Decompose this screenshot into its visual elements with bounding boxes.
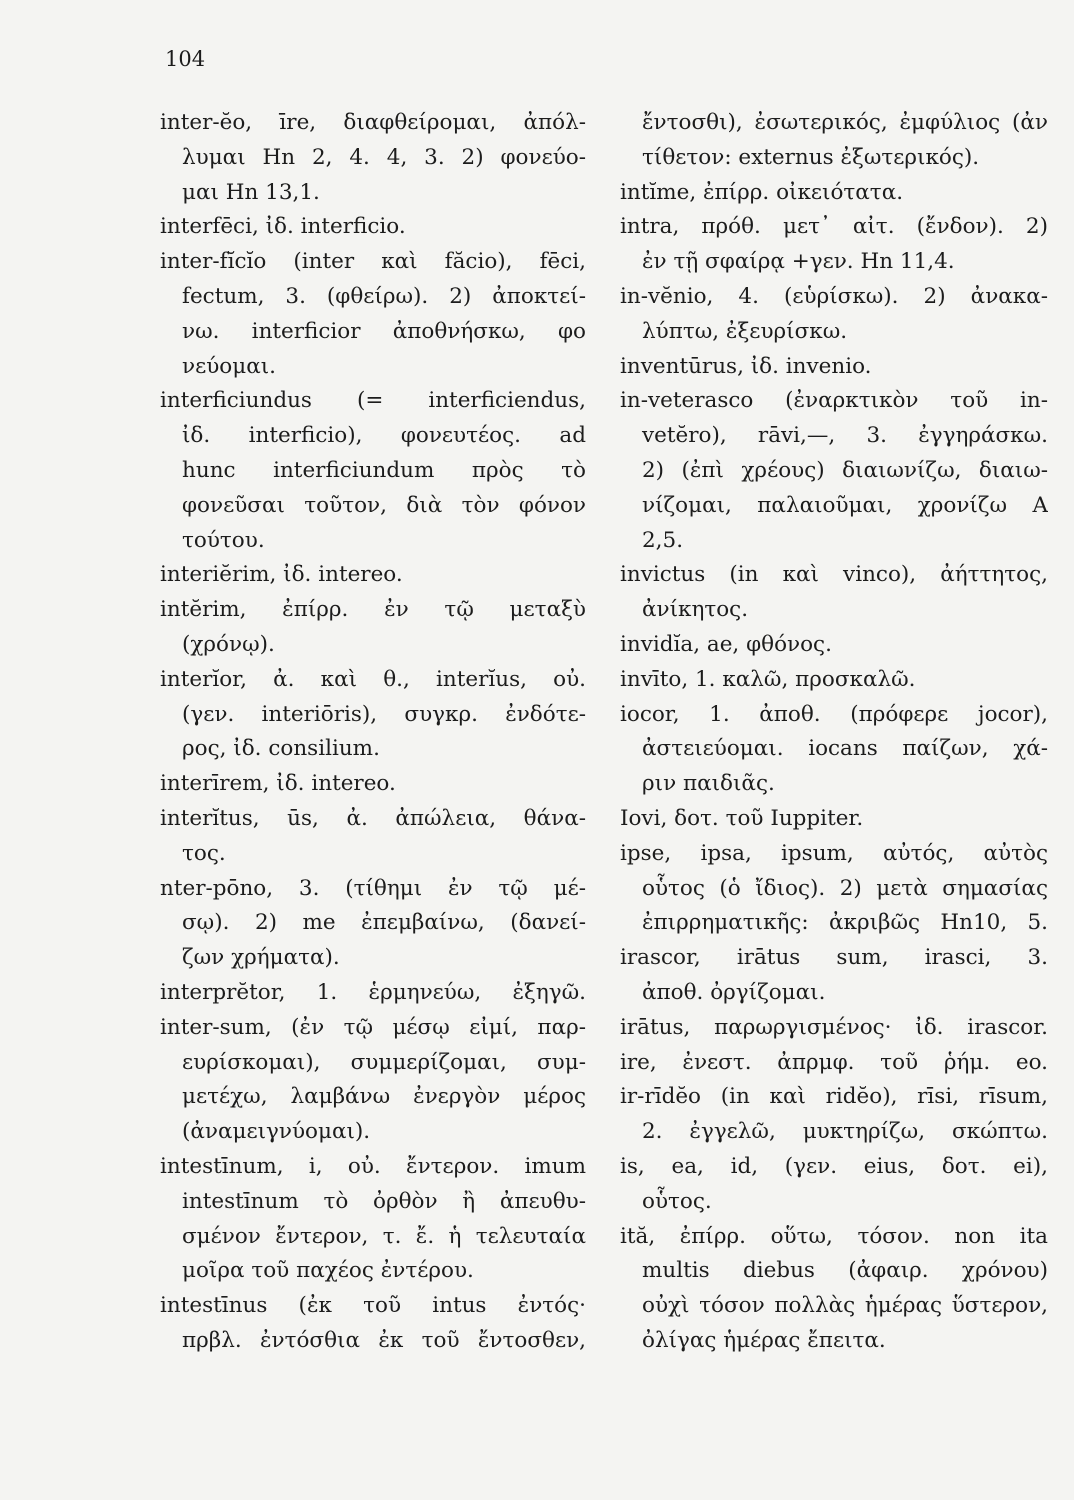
text-line: fectum, 3. (φθείρω). 2) ἀποκτεί- — [182, 283, 586, 309]
text-line: μετέχω, λαμβάνω ἐνεργὸν μέρος — [182, 1084, 586, 1110]
text-line: interĭtus, ūs, ἀ. ἀπώλεια, θάνα- — [160, 805, 586, 831]
text-line: 2,5. — [642, 527, 684, 553]
text-line: τος. — [182, 840, 226, 866]
text-line: inter-fĭcĭo (inter καὶ făcio), fēci, — [160, 249, 586, 275]
text-line: ἀστειεύομαι. iocans παίζων, χά- — [642, 736, 1048, 762]
left-column — [160, 106, 586, 1359]
text-line: νίζομαι, παλαιοῦμαι, χρονίζω A — [642, 492, 1048, 518]
text-line: ire, ἐνεστ. ἀπρμφ. τοῦ ῥήμ. eo. — [620, 1049, 1048, 1075]
text-line: interfēci, ἰδ. interficio. — [160, 214, 406, 240]
text-line: τίθετον: externus ἐξωτερικός). — [642, 144, 980, 170]
text-line: is, ea, id, (γεν. eius, δοτ. ei), — [620, 1153, 1048, 1179]
text-line: ἰδ. interficio), φονευτέος. ad — [182, 423, 586, 449]
text-line: ὀλίγας ἡμέρας ἔπειτα. — [642, 1327, 886, 1353]
text-line: οὐχὶ τόσον πολλὰς ἡμέρας ὕστερον, — [642, 1293, 1048, 1319]
text-line: ἀποθ. ὀργίζομαι. — [642, 979, 826, 1005]
text-line: λύπτω, ἐξευρίσκω. — [642, 318, 848, 344]
text-line: ρος, ἰδ. consilium. — [182, 736, 380, 762]
text-line: irātus, παρωργισμένος· ἰδ. irascor. — [620, 1014, 1048, 1040]
text-line: inter-sum, (ἐν τῷ μέσῳ εἰμί, παρ- — [160, 1014, 586, 1040]
text-line: irascor, irātus sum, irasci, 3. — [620, 945, 1048, 971]
text-line: interprĕtor, 1. ἑρμηνεύω, ἐξηγῶ. — [160, 979, 586, 1005]
text-line: (ἀναμειγνύομαι). — [182, 1119, 371, 1145]
text-line: nter-pōno, 3. (τίθημι ἐν τῷ μέ- — [160, 875, 586, 901]
text-line: (γεν. interiōris), συγκρ. ἐνδότε- — [182, 701, 586, 727]
text-line: ριν παιδιᾶς. — [642, 771, 775, 797]
text-line: ἀνίκητος. — [642, 597, 749, 623]
text-line: πρβλ. ἐντόσθια ἐκ τοῦ ἔντοσθεν, — [182, 1327, 586, 1353]
text-line: vetĕro), rāvi,—, 3. ἐγγηράσκω. — [642, 423, 1048, 449]
text-line: intestīnum τὸ ὀρθὸν ἢ ἀπευθυ- — [182, 1188, 586, 1214]
text-line: interficiundus (= interficiendus, — [160, 388, 586, 414]
text-line: in-veterasco (ἐναρκτικὸν τοῦ in- — [620, 388, 1048, 414]
text-line: Iovi, δοτ. τοῦ Iuppiter. — [620, 805, 864, 831]
text-line: 2. ἐγγελῶ, μυκτηρίζω, σκώπτω. — [642, 1119, 1048, 1145]
text-line: μοῖρα τοῦ παχέος ἐντέρου. — [182, 1258, 474, 1284]
text-line: 2) (ἐπὶ χρέους) διαιωνίζω, διαιω- — [642, 457, 1048, 483]
text-line: μαι Hn 13,1. — [182, 179, 320, 205]
text-line: in-vĕnio, 4. (εὑρίσκω). 2) ἀνακα- — [620, 283, 1048, 309]
text-line: interiĕrim, ἰδ. intereo. — [160, 562, 403, 588]
text-line: σμένον ἔντερον, τ. ἔ. ἡ τελευταία — [182, 1223, 586, 1249]
text-line: νω. interficior ἀποθνήσκω, φο — [182, 318, 586, 344]
text-line: ζων χρήματα). — [182, 945, 340, 971]
text-line: λυμαι Hn 2, 4. 4, 3. 2) φονεύο- — [182, 144, 586, 170]
text-line: intĭme, ἐπίρρ. οἰκειότατα. — [620, 179, 904, 205]
right-column — [620, 106, 1048, 1359]
text-line: ἐπιρρηματικῆς: ἀκριβῶς Hn10, 5. — [642, 910, 1048, 936]
text-line: invidĭa, ae, φθόνος. — [620, 631, 832, 657]
text-line: ir-rīdĕo (in καὶ ridĕo), rīsi, rīsum, — [620, 1084, 1048, 1110]
text-line: inventūrus, ἰδ. invenio. — [620, 353, 872, 379]
text-line: φονεῦσαι τοῦτον, διὰ τὸν φόνον — [182, 492, 586, 518]
text-line: multis diebus (ἀφαιρ. χρόνου) — [642, 1258, 1048, 1284]
page-number: 104 — [165, 47, 206, 71]
text-line: inter-ĕo, īre, διαφθείρομαι, ἀπόλ- — [160, 110, 586, 135]
text-line: σῳ). 2) me ἐπεμβαίνω, (δανεί- — [182, 910, 586, 936]
text-line: τούτου. — [182, 527, 265, 553]
text-line: intra, πρόθ. μετ᾽ αἰτ. (ἔνδον). 2) — [620, 214, 1048, 240]
text-line: οὗτος (ὁ ἴδιος). 2) μετὰ σημασίας — [642, 875, 1048, 901]
text-line: intestīnum, i, οὐ. ἔντερον. imum — [160, 1153, 586, 1179]
text-line: ἐν τῇ σφαίρᾳ +γεν. Hn 11,4. — [642, 249, 955, 275]
text-line: interīrem, ἰδ. intereo. — [160, 771, 396, 797]
text-line: interĭor, ἀ. καὶ θ., interĭus, οὐ. — [160, 666, 586, 692]
text-line: νεύομαι. — [182, 353, 276, 379]
text-line: ἔντοσθι), ἐσωτερικός, ἐμφύλιος (ἀν — [642, 110, 1048, 135]
text-line: οὗτος. — [642, 1188, 712, 1214]
text-line: ită, ἐπίρρ. οὕτω, τόσον. non ita — [620, 1223, 1048, 1249]
text-line: hunc interficiundum πρὸς τὸ — [182, 457, 586, 483]
text-line: ipse, ipsa, ipsum, αὐτός, αὐτὸς — [620, 840, 1048, 866]
text-line: intĕrim, ἐπίρρ. ἐν τῷ μεταξὺ — [160, 597, 586, 623]
text-line: (χρόνῳ). — [182, 631, 275, 657]
text-line: invīto, 1. καλῶ, προσκαλῶ. — [620, 666, 916, 692]
text-line: intestīnus (ἐκ τοῦ intus ἐντός· — [160, 1293, 586, 1319]
text-line: invictus (in καὶ vinco), ἀήττητος, — [620, 562, 1048, 588]
text-line: ευρίσκομαι), συμμερίζομαι, συμ- — [182, 1049, 586, 1075]
text-line: iocor, 1. ἀποθ. (πρόφερε jocor), — [620, 701, 1048, 727]
